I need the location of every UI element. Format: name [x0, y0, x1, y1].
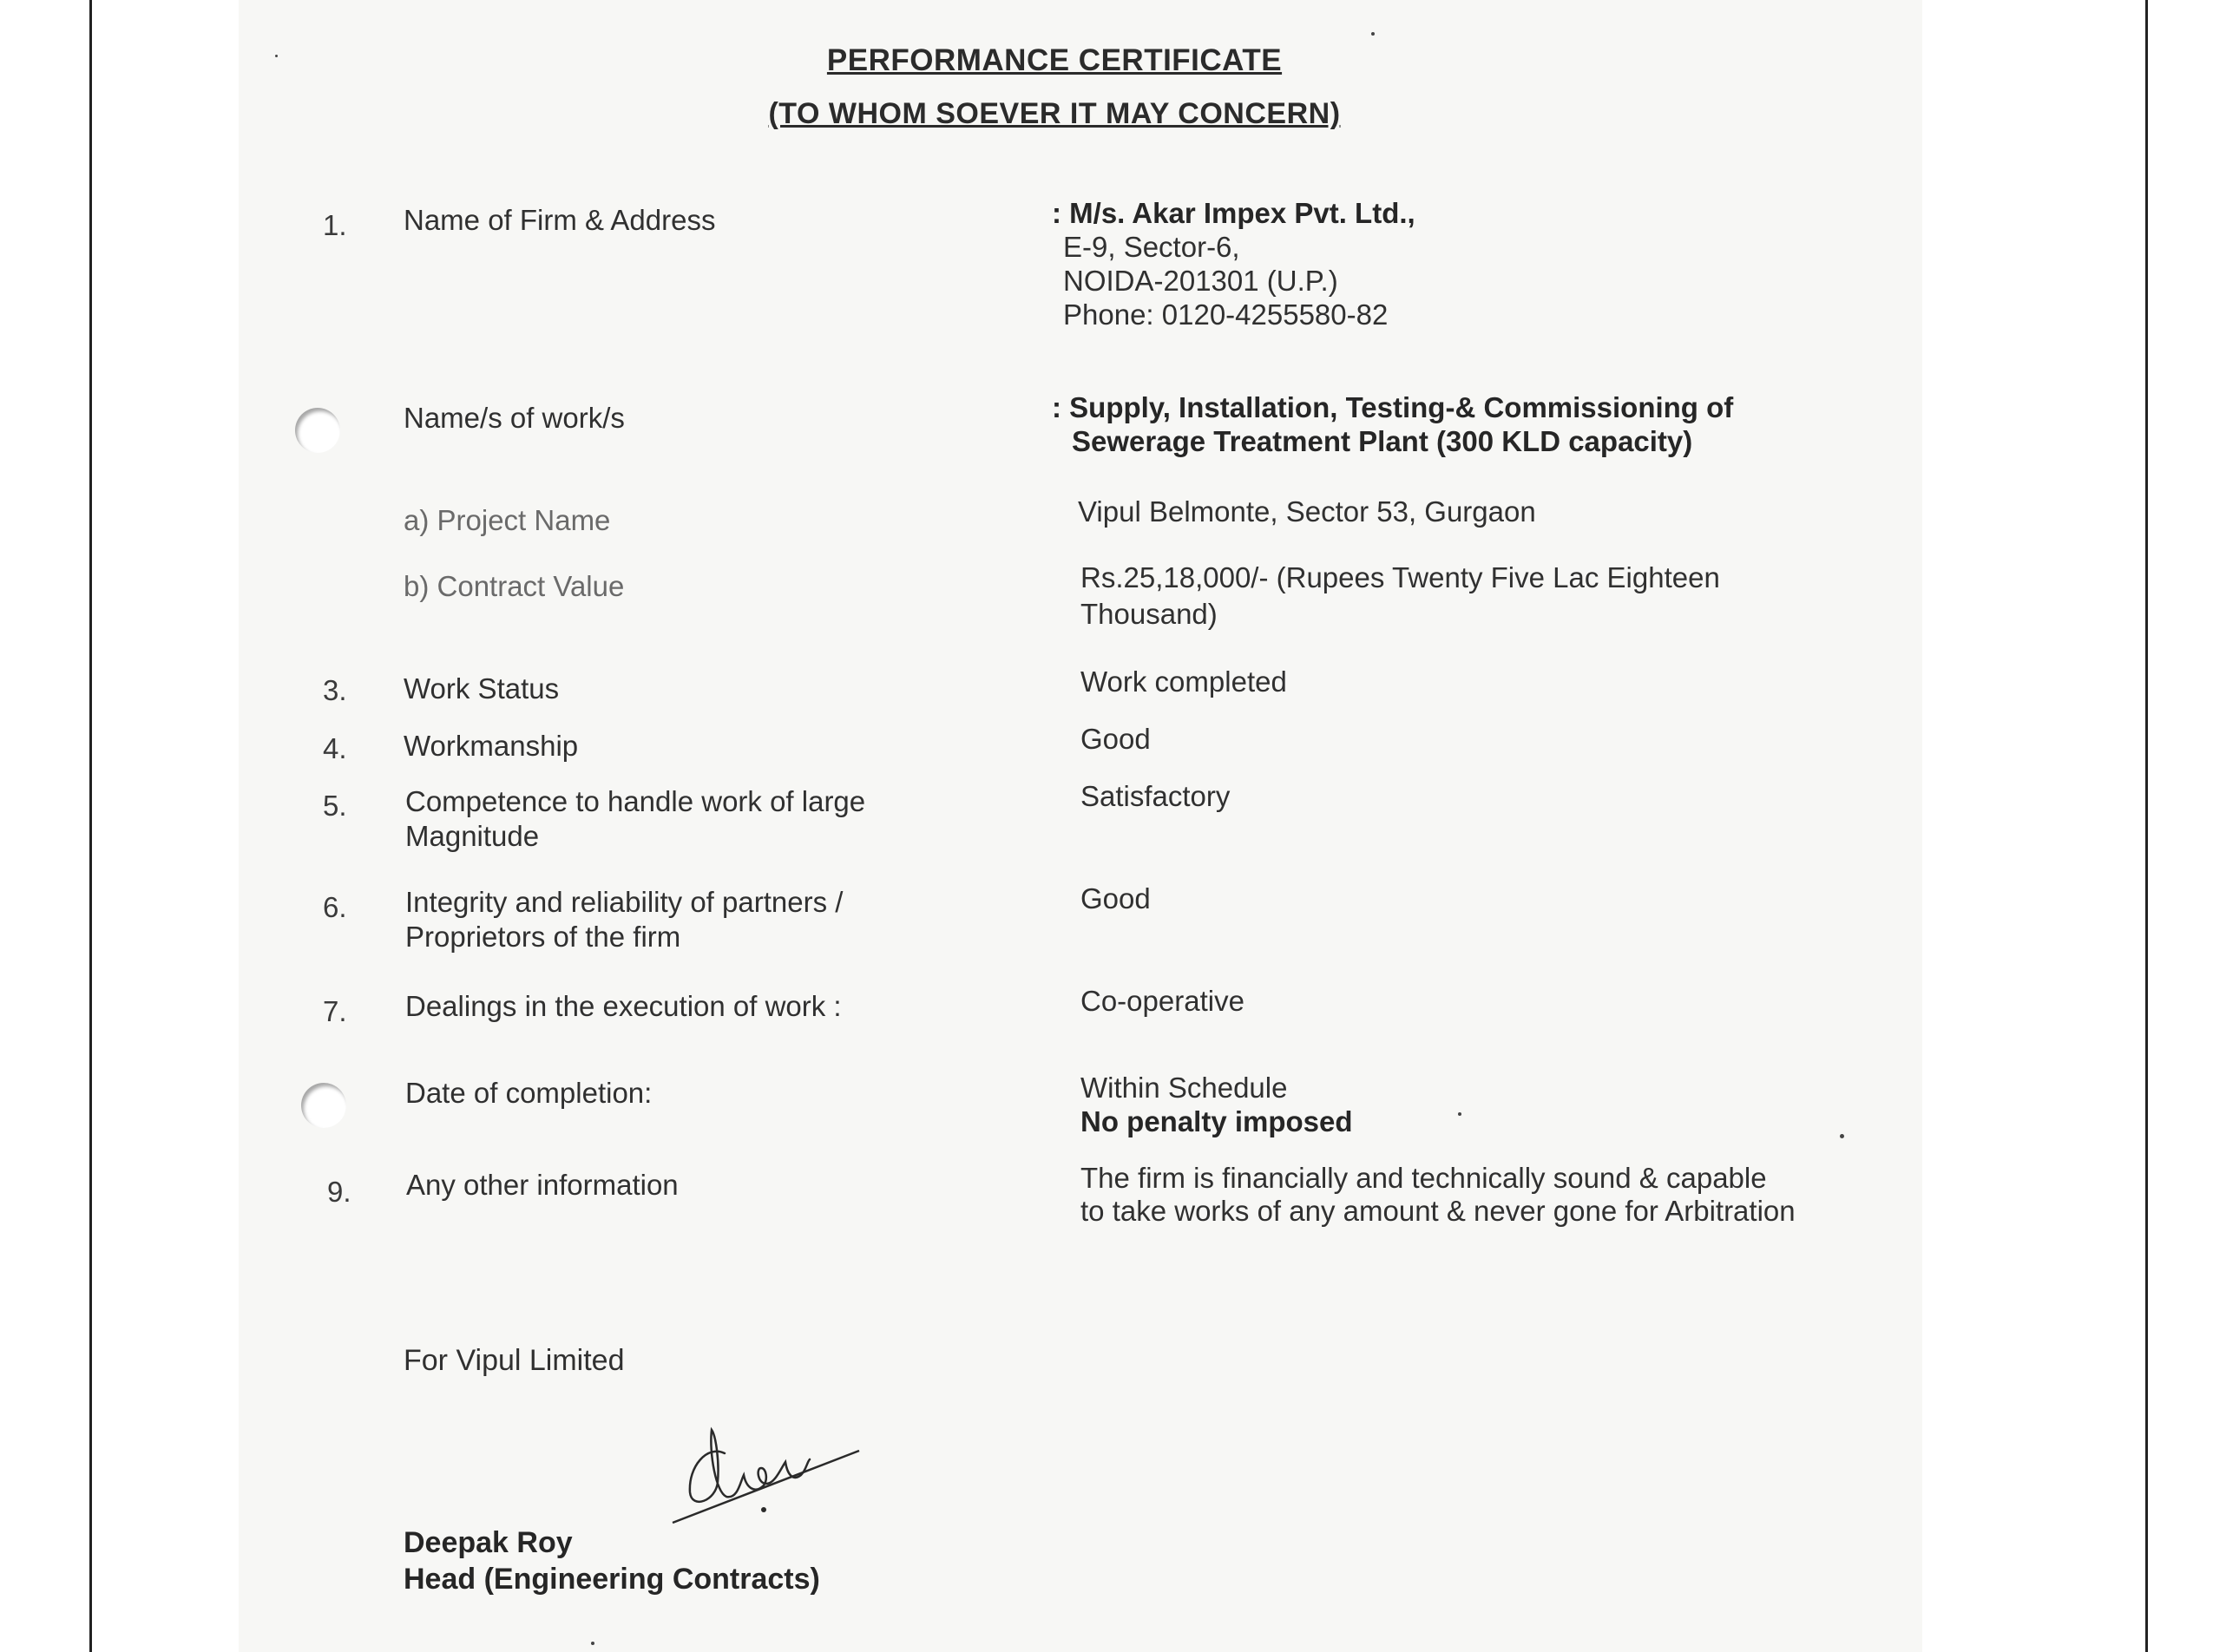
item-value: Rs.25,18,000/- (Rupees Twenty Five Lac Eighteen [1080, 561, 1720, 593]
item-label: Integrity and reliability of partners / [405, 886, 844, 918]
item-label: Date of completion: [405, 1077, 653, 1109]
scan-speck [591, 1642, 594, 1645]
item-label: Competence to handle work of large [405, 785, 866, 817]
item-value: Thousand) [1080, 598, 1218, 630]
certificate-subtitle: (TO WHOM SOEVER IT MAY CONCERN) [768, 97, 1341, 130]
item-value: Within Schedule [1080, 1072, 1288, 1104]
item-number: 7. [323, 995, 347, 1027]
signoff-for-line: For Vipul Limited [404, 1344, 625, 1377]
scan-speck [1371, 32, 1375, 36]
item-label: Work Status [404, 672, 560, 705]
item-label: Dealings in the execution of work : [405, 990, 842, 1022]
item-value: : M/s. Akar Impex Pvt. Ltd., [1052, 197, 1415, 229]
item-number: 6. [323, 891, 347, 923]
item-label: Proprietors of the firm [405, 921, 681, 953]
page-border-right [2145, 0, 2148, 1652]
item-value: Satisfactory [1080, 780, 1231, 812]
item-number: 9. [327, 1176, 351, 1208]
item-value: NOIDA-201301 (U.P.) [1063, 265, 1338, 297]
scanned-certificate-sheet [239, 0, 1922, 1652]
item-value: Good [1080, 882, 1151, 914]
page-border-left [89, 0, 92, 1652]
item-number: 4. [323, 732, 347, 764]
item-number: 3. [323, 674, 347, 706]
item-value: Sewerage Treatment Plant (300 KLD capacity) [1072, 425, 1693, 457]
item-value: Phone: 0120-4255580-82 [1063, 298, 1389, 331]
item-value: : Supply, Installation, Testing-& Commissioning of [1052, 391, 1734, 423]
scan-speck [1840, 1134, 1844, 1138]
signatory-designation: Head (Engineering Contracts) [404, 1563, 820, 1596]
scan-speck [1458, 1112, 1461, 1116]
scan-speck [275, 55, 278, 57]
item-value: E-9, Sector-6, [1063, 231, 1240, 263]
item-label: Any other information [406, 1169, 679, 1201]
item-label: Magnitude [405, 820, 540, 852]
item-value: The firm is financially and technically sound & capable [1080, 1162, 1767, 1194]
item-number: 5. [323, 790, 347, 822]
item-label: Workmanship [404, 730, 579, 762]
item-label: Name/s of work/s [404, 402, 625, 434]
certificate-title: PERFORMANCE CERTIFICATE [826, 43, 1283, 77]
punch-hole [301, 1083, 346, 1128]
item-value: Work completed [1080, 665, 1287, 698]
item-label: a) Project Name [404, 504, 611, 536]
item-value: Vipul Belmonte, Sector 53, Gurgaon [1078, 495, 1536, 528]
item-value: No penalty imposed [1080, 1105, 1353, 1137]
punch-hole [295, 408, 340, 453]
item-label: Name of Firm & Address [404, 204, 716, 236]
item-number: 1. [323, 209, 347, 241]
item-value: Co-operative [1080, 985, 1244, 1017]
signature-mark [664, 1414, 872, 1536]
item-value: Good [1080, 723, 1151, 755]
item-value: to take works of any amount & never gone for Arbitration [1080, 1195, 1796, 1227]
signatory-name: Deepak Roy [404, 1526, 573, 1559]
item-label: b) Contract Value [404, 570, 625, 602]
